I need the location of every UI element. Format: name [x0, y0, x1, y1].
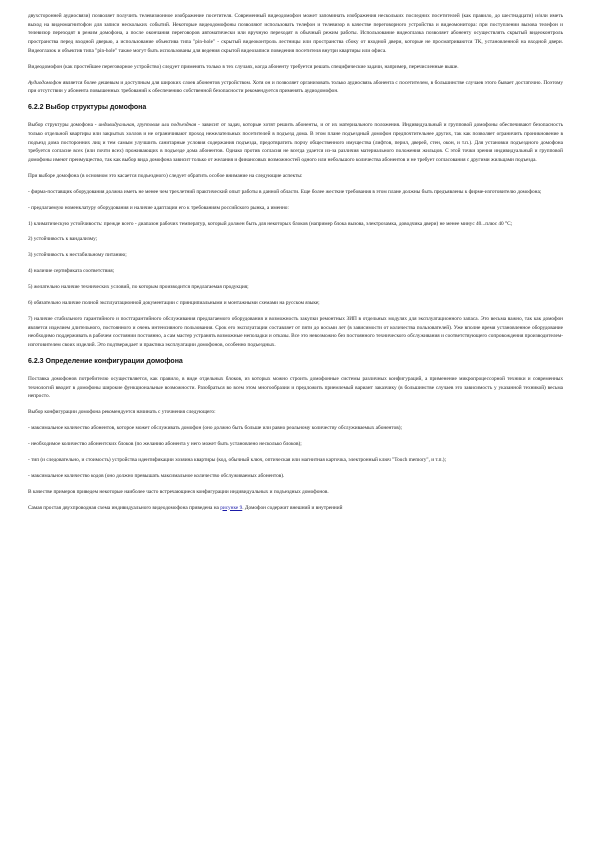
term-structure-types: индивидуальная, групповая или подъездная: [98, 122, 197, 129]
paragraph-equipment-range: - предлагаемую номенклатуру оборудования и наличие адаптации его к требованиям российского рынка, а именно:: [28, 204, 289, 211]
paragraph-simple-scheme: [28, 504, 563, 513]
paragraph-supplier-requirement: - фирма-поставщик оборудования должна иметь не менее чем трехлетний практический опыт работы в данной области. Еще более жесткие требования в этом плане должны быть предъявлены к фирме-изготовителю домофона;: [28, 188, 542, 195]
paragraph-simple-scheme-text: Самая простая двухпроводная схема индивидуального видеодомофона приведена на: [28, 504, 221, 511]
paragraph-structure-text: - зависит от задач, которые хотят решить абоненты, и от их материального положения. Индивидуальный и групповой домофоны обеспечивают безопасность только отдельной квартиры или закрытых холлов и не ограничивают проход нежелательных посетителей в подъезд дома. В этом плане подъездный домофон предпочтительнее других, так как позволяет ограничить проникновение в подъезд дома посторонних лиц и тем самым улучшить санитарные условия содержания подъезда, предотвратить порчу общественного имущества (лифтов, перил, дверей, стен, окон, и т.п.). Для установки подъездного домофона требуется согласие всех (или почти всех) проживающих в подъезде дома абонентов. Однако против согласия не всегда удается из-за различия материального положения жильцов. С этой точки зрения индивидуальный и групповой домофоны имеют преимущество, так как выбор вида домофона зависит только от желания и финансовых возможностей одного или небольшого количества абонентов и не требует согласования с другими жильцами подъезда.: [28, 122, 563, 163]
paragraph-structure-lead: Выбор структуры домофона -: [28, 122, 99, 129]
paragraph-examples: В качестве примеров приведем некоторые наиболее часто встречающиеся конфигурации индивидуальных и подъездных домофонов.: [28, 488, 329, 495]
paragraph-delivery: Поставка домофонов потребителю осуществляется, как правило, в виде отдельных блоков, из которых можно строить домофонные системы различных конфигураций, а применение микропроцессорной техники и современных технологий вводит в домофоны широкие функциональные возможности. Разобраться во всем этом многообразии и предложить приемлемый вариант заказчику (в большинстве случаев это зависимость у указанной техникой) весьма непросто.: [28, 375, 563, 400]
paragraph-videophone: двухсторонней аудиосвязи) позволяет получить телевизионное изображение посетителя. Современный видеодомофон может запоминать изображения нескольких последних посетителей (как правило, до шестнадцати) и/или иметь выход на видеомагнитофон для записи нескольких событий. Некоторые видеодомофоны позволяют использовать телефон и телевизор в качестве переговорного устройства и видеомонитора: при поступлении вызова телефон и телевизор переходят в режим домофона, а после окончания переговоров автоматически или вручную переходят в обычный режим работы. Использование видеоглазка позволяет абоненту осуществлять скрытый видеоконтроль пространства перед входной дверью, а использование объектива типа "pin-hole" - скрытый видеоконтроль лестницы или пространства сбоку от входной двери, которые не просматриваются ТК, установленной на входной двери. Видеоглазок и объектив типа "pin-hole" также могут быть использованы для ведения скрытой видеозаписи поведения посетителя внутри квартиры или офиса.: [28, 13, 563, 54]
list-item-subscriber-units: - необходимое количество абонентских блоков (по желанию абонента у него может быть установлено несколько блоков);: [28, 440, 302, 447]
list-item-specifications: 5) желательно наличие технических условий, по которым производится предлагаемая продукция;: [28, 284, 249, 291]
list-item-identification-type: - тип (и следовательно, и стоимость) устройства идентификации хозяина квартиры (код, обычный ключ, оптическая или магнитная карточка, электронный ключ "Touch memory", и т.п.);: [28, 456, 447, 463]
list-item-max-codes: - максимальное количество кодов (оно должно превышать максимальное количество обслуживаемых абонентов).: [28, 472, 285, 479]
figure-link[interactable]: рисунке 9: [220, 504, 243, 511]
term-audiophone: Аудиодомофон: [28, 79, 62, 86]
paragraph-configuration-start: Выбор конфигурации домофона рекомендуется начинать с уточнения следующего:: [28, 409, 216, 416]
paragraph-videophone-usage: Видеодомофон (как простейшее переговорное устройство) следует применять только в тех случаях, когда абоненту требуется решать специфические задачи, например, перечисленные выше.: [28, 63, 459, 70]
list-item-certificate: 4) наличие сертификата соответствия;: [28, 268, 115, 275]
paragraph-audiophone-text: является более дешевым и доступным для широких слоев абонентов устройством. Хотя он и позволяет организовать только аудиосвязь абонента с посетителем, в большинстве случаев этого бывает достаточно. Поэтому при отсутствии у абонента повышенных требований к обеспечению собственной безопасности рекомендуется применять аудиодомофон.: [28, 79, 563, 95]
paragraph-simple-scheme-tail: . Домофон содержит внешний и внутренний: [242, 504, 343, 511]
paragraph-structure-choice: [28, 121, 563, 165]
list-item-max-subscribers: - максимальное количество абонентов, которое может обслуживать домофон (оно должно быть больше или равно реальному количеству обслуживаемых абонентов);: [28, 425, 403, 432]
list-item-vandalism: 2) устойчивость к вандализму;: [28, 236, 98, 243]
paragraph-audiophone: [28, 79, 563, 96]
list-item-power: 3) устойчивость к нестабильному питанию;: [28, 252, 127, 259]
paragraph-selection-aspects: При выборе домофона (в основном это касается подъездного) следует обратить особое внимание на следующие аспекты:: [28, 172, 303, 179]
heading-structure-choice: 6.2.2 Выбор структуры домофона: [28, 104, 147, 112]
list-item-documentation: 6) обязательно наличие полной эксплуатационной документации с принципиальными и монтажными схемами на русском языке;: [28, 300, 320, 307]
list-item-service: 7) наличие стабильного гарантийного и постгарантийного обслуживания предлагаемого оборудования и возможность закупки ремонтных ЗИП в отдельных модулях для эксплуатационного запаса. Это весьма важно, так как домофон является изделием длительного, постоянного и очень интенсивного пользования. Срок его эксплуатации составляет от пяти до восьми лет (в зависимости от количества пользователей). Уже вполне время установленное оборудование необходимо поддерживать в рабочем состоянии постоянно, а сам мастер устранять возможные неполадки и отказы. Все это невозможно без постоянного технического обслуживания и соответствующего сопровождения производителем-изготовителем своих изделий. Это подтверждает и практика эксплуатации домофонов, особенно подъездных.: [28, 315, 563, 349]
heading-configuration: 6.2.3 Определение конфигурации домофона: [28, 357, 183, 365]
list-item-climate: 1) климатическую устойчивость: прежде всего - диапазон рабочих температур, который должен быть для некоторых блоков (например блока вызова, электрозамка, доводчика двери) не менее минус 40...плюс 40 °С;: [28, 220, 513, 227]
